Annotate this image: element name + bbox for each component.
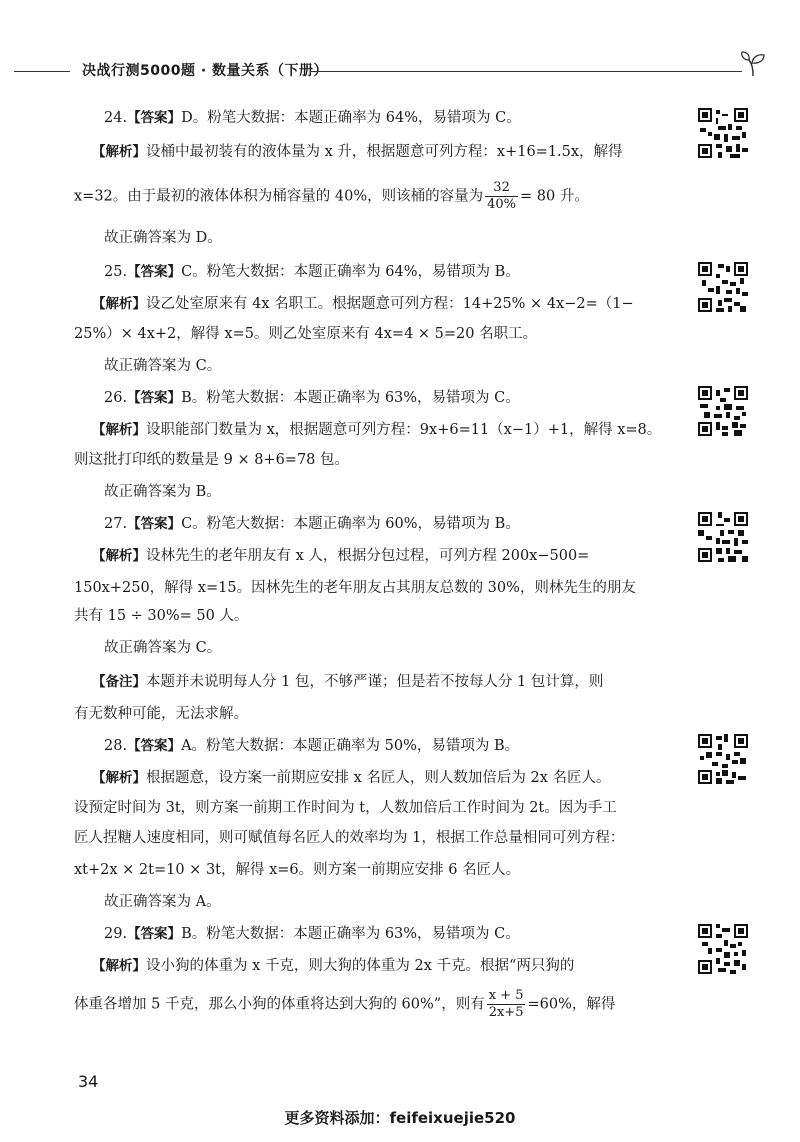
q25-analysis-cont: 25%）× 4x+2，解得 x=5。则乙处室原来有 4x=4 × 5=20 名职工。: [74, 326, 538, 342]
q28-analysis-cont2: 匠人捏糖人速度相同，则可赋值每名匠人的效率均为 1，根据工作总量相同可列方程：: [74, 830, 625, 846]
q28-analysis-cont3: xt+2x × 2t=10 × 3t，解得 x=6。则方案一前期应安排 6 名匠人。: [74, 862, 521, 878]
q25-answer: 25.【答案】C。粉笔大数据：本题正确率为 64%，易错项为 B。: [104, 264, 520, 280]
qr-code-icon[interactable]: [698, 262, 748, 312]
q27-analysis-cont2: 共有 15 ÷ 30%= 50 人。: [74, 608, 249, 624]
qr-code-icon[interactable]: [698, 924, 748, 974]
qr-code-icon[interactable]: [698, 108, 748, 158]
q28-analysis-cont: 设预定时间为 3t，则方案一前期工作时间为 t，人数加倍后工作时间为 2t。因为手工: [74, 800, 617, 816]
q28-analysis: 【解析】根据题意，设方案一前期应安排 x 名匠人，则人数加倍后为 2x 名匠人。: [92, 770, 611, 786]
q25-conclusion: 故正确答案为 C。: [104, 358, 222, 374]
running-header: [14, 58, 784, 88]
qr-code-icon[interactable]: [698, 386, 748, 436]
q27-answer: 27.【答案】C。粉笔大数据：本题正确率为 60%，易错项为 B。: [104, 516, 520, 532]
footer-note: 更多资料添加：feifeixuejie520: [284, 1109, 516, 1127]
header-rule-left: [14, 71, 70, 72]
q26-conclusion: 故正确答案为 B。: [104, 484, 221, 500]
q24-answer: 24.【答案】D。粉笔大数据：本题正确率为 64%，易错项为 C。: [104, 110, 521, 126]
q26-analysis: 【解析】设职能部门数量为 x，根据题意可列方程：9x+6=11（x−1）+1，解得 x=8。: [92, 422, 662, 438]
q24-conclusion: 故正确答案为 D。: [104, 230, 222, 246]
qr-code-icon[interactable]: [698, 734, 748, 784]
header-rule-right: [310, 71, 742, 72]
q29-analysis: 【解析】设小狗的体重为 x 千克，则大狗的体重为 2x 千克。根据“两只狗的: [92, 958, 575, 974]
q27-note-cont: 有无数种可能，无法求解。: [74, 706, 248, 722]
q25-analysis: 【解析】设乙处室原来有 4x 名职工。根据题意可列方程：14+25% × 4x−2=（1−: [92, 296, 634, 312]
header-title: 决战行测5000题 · 数量关系（下册）: [82, 63, 329, 79]
q29-answer: 29.【答案】B。粉笔大数据：本题正确率为 63%，易错项为 C。: [104, 926, 520, 942]
q24-analysis-cont: x=32。由于最初的液体体积为桶容量的 40%，则该桶的容量为 $\frac{32}{40\%}$ = 80 升。: [74, 180, 589, 212]
q28-conclusion: 故正确答案为 A。: [104, 894, 221, 910]
page-number: 34: [78, 1072, 99, 1091]
fraction: $\frac{x + 5}{2x+5}$: [488, 988, 524, 1020]
q26-answer: 26.【答案】B。粉笔大数据：本题正确率为 63%，易错项为 C。: [104, 390, 520, 406]
q28-answer: 28.【答案】A。粉笔大数据：本题正确率为 50%，易错项为 B。: [104, 738, 520, 754]
fraction: $\frac{32}{40\%}$: [487, 180, 517, 212]
q24-analysis: 【解析】设桶中最初装有的液体量为 x 升，根据题意可列方程：x+16=1.5x，解得: [92, 144, 623, 160]
qr-code-icon[interactable]: [698, 512, 748, 562]
q29-analysis-cont: 体重各增加 5 千克，那么小狗的体重将达到大狗的 60%”，则有 $\frac{x + 5}{2x+5}$ =60%，解得: [74, 988, 616, 1020]
q27-analysis-cont: 150x+250，解得 x=15。因林先生的老年朋友占其朋友总数的 30%，则林先生的朋友: [74, 580, 636, 596]
sprout-icon: [739, 50, 769, 80]
q27-analysis: 【解析】设林先生的老年朋友有 x 人，根据分包过程，可列方程 200x−500=: [92, 548, 590, 564]
q26-analysis-cont: 则这批打印纸的数量是 9 × 8+6=78 包。: [74, 452, 350, 468]
q27-note: 【备注】本题并未说明每人分 1 包，不够严谨；但是若不按每人分 1 包计算，则: [92, 674, 604, 690]
q27-conclusion: 故正确答案为 C。: [104, 640, 222, 656]
